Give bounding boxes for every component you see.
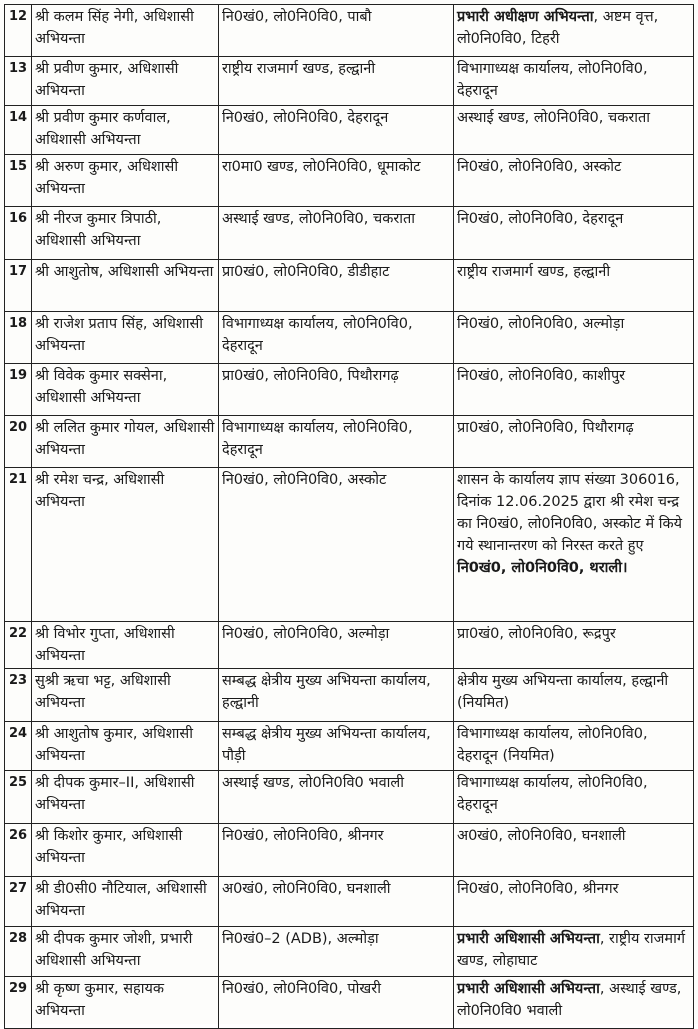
new-posting: [454, 106, 694, 155]
officer-name: श्री रमेश चन्द्र, अधिशासी अभियन्ता: [32, 468, 219, 622]
officer-name: श्री किशोर कुमार, अधिशासी अभियन्ता: [32, 824, 219, 877]
new-posting: [454, 312, 694, 364]
table-row: [5, 622, 694, 669]
serial-number: 19: [5, 364, 32, 416]
officer-name: श्री आशुतोष, अधिशासी अभियन्ता: [32, 260, 219, 312]
table-row: [5, 824, 694, 877]
officer-name: श्री ललित कुमार गोयल, अधिशासी अभियन्ता: [32, 416, 219, 468]
officer-name: श्री प्रवीण कुमार, अधिशासी अभियन्ता: [32, 57, 219, 106]
current-posting: नि0खं0, लो0नि0वि0, अस्कोट: [219, 468, 454, 622]
serial-number: 27: [5, 877, 32, 927]
posting-new-office: नि0खं0, लो0नि0वि0, थराली।: [457, 560, 628, 576]
new-posting: [454, 155, 694, 207]
posting-designation: प्रभारी अधिशासी अभियन्ता: [457, 931, 600, 947]
current-posting: विभागाध्यक्ष कार्यालय, लो0नि0वि0, देहरादून: [219, 312, 454, 364]
serial-number: 17: [5, 260, 32, 312]
officer-name: श्री दीपक कुमार जोशी, प्रभारी अधिशासी अभियन्ता: [32, 927, 219, 977]
current-posting: नि0खं0, लो0नि0वि0, श्रीनगर: [219, 824, 454, 877]
posting-text: क्षेत्रीय मुख्य अभियन्ता कार्यालय, हल्द्वानी (नियमित): [457, 673, 669, 711]
posting-designation: प्रभारी अधिशासी अभियन्ता: [457, 981, 600, 997]
current-posting: रा0मा0 खण्ड, लो0नि0वि0, धूमाकोट: [219, 155, 454, 207]
new-posting: [454, 260, 694, 312]
posting-text: विभागाध्यक्ष कार्यालय, लो0नि0वि0, देहरादून (नियमित): [457, 726, 648, 764]
serial-number: 21: [5, 468, 32, 622]
posting-text: अस्थाई खण्ड, लो0नि0वि0, चकराता: [457, 110, 651, 126]
new-posting: [454, 468, 694, 622]
serial-number: 14: [5, 106, 32, 155]
serial-number: 26: [5, 824, 32, 877]
table-row: [5, 5, 694, 57]
current-posting: राष्ट्रीय राजमार्ग खण्ड, हल्द्वानी: [219, 57, 454, 106]
posting-text: प्रा0खं0, लो0नि0वि0, रूद्रपुर: [457, 626, 616, 642]
serial-number: 18: [5, 312, 32, 364]
new-posting: [454, 416, 694, 468]
table-row: [5, 977, 694, 1029]
serial-number: 16: [5, 207, 32, 260]
officer-name: श्री डी0सी0 नौटियाल, अधिशासी अभियन्ता: [32, 877, 219, 927]
officer-name: श्री नीरज कुमार त्रिपाठी, अधिशासी अभियन्ता: [32, 207, 219, 260]
serial-number: 20: [5, 416, 32, 468]
serial-number: 25: [5, 771, 32, 824]
officer-name: श्री आशुतोष कुमार, अधिशासी अभियन्ता: [32, 722, 219, 771]
serial-number: 29: [5, 977, 32, 1029]
current-posting: नि0खं0, लो0नि0वि0, अल्मोड़ा: [219, 622, 454, 669]
current-posting: विभागाध्यक्ष कार्यालय, लो0नि0वि0, देहरादून: [219, 416, 454, 468]
new-posting: [454, 722, 694, 771]
current-posting: अस्थाई खण्ड, लो0नि0वि0, चकराता: [219, 207, 454, 260]
posting-text: नि0खं0, लो0नि0वि0, अल्मोड़ा: [457, 316, 625, 332]
current-posting: नि0खं0–2 (ADB), अल्मोड़ा: [219, 927, 454, 977]
posting-text: अ0खं0, लो0नि0वि0, घनशाली: [457, 828, 626, 844]
current-posting: अस्थाई खण्ड, लो0नि0वि0 भवाली: [219, 771, 454, 824]
officer-name: श्री कृष्ण कुमार, सहायक अभियन्ता: [32, 977, 219, 1029]
table-row: [5, 312, 694, 364]
serial-number: 13: [5, 57, 32, 106]
new-posting: [454, 364, 694, 416]
posting-text: विभागाध्यक्ष कार्यालय, लो0नि0वि0, देहरादून: [457, 775, 648, 813]
table-row: [5, 722, 694, 771]
new-posting: [454, 927, 694, 977]
table-row: [5, 927, 694, 977]
posting-text: नि0खं0, लो0नि0वि0, काशीपुर: [457, 368, 626, 384]
new-posting: [454, 57, 694, 106]
serial-number: 12: [5, 5, 32, 57]
table-row: [5, 669, 694, 722]
table-row: [5, 416, 694, 468]
posting-text: प्रा0खं0, लो0नि0वि0, पिथौरागढ़: [457, 420, 634, 436]
new-posting: [454, 207, 694, 260]
new-posting: [454, 5, 694, 57]
officer-name: श्री विवेक कुमार सक्सेना, अधिशासी अभियन्ता: [32, 364, 219, 416]
posting-text: नि0खं0, लो0नि0वि0, श्रीनगर: [457, 881, 619, 897]
current-posting: अ0खं0, लो0नि0वि0, घनशाली: [219, 877, 454, 927]
table-row: [5, 57, 694, 106]
posting-text: शासन के कार्यालय ज्ञाप संख्या 306016, दिनांक 12.06.2025 द्वारा श्री रमेश चन्द्र का नि0खं0, लो0नि0वि0, अस्कोट में किये गये स्थानान्तरण को निरस्त करते हुए: [457, 472, 683, 554]
table-row: [5, 207, 694, 260]
serial-number: 22: [5, 622, 32, 669]
posting-text: नि0खं0, लो0नि0वि0, देहरादून: [457, 211, 624, 227]
table-row: [5, 877, 694, 927]
table-row: [5, 260, 694, 312]
new-posting: [454, 669, 694, 722]
new-posting: [454, 877, 694, 927]
officer-name: श्री कलम सिंह नेगी, अधिशासी अभियन्ता: [32, 5, 219, 57]
serial-number: 15: [5, 155, 32, 207]
current-posting: नि0खं0, लो0नि0वि0, देहरादून: [219, 106, 454, 155]
table-row: [5, 106, 694, 155]
new-posting: [454, 771, 694, 824]
posting-text: नि0खं0, लो0नि0वि0, अस्कोट: [457, 159, 622, 175]
officer-name: श्री राजेश प्रताप सिंह, अधिशासी अभियन्ता: [32, 312, 219, 364]
new-posting: [454, 622, 694, 669]
posting-text: , अष्टम वृत्त, लो0नि0वि0, टिहरी: [457, 9, 659, 47]
serial-number: 24: [5, 722, 32, 771]
officer-name: श्री विभोर गुप्ता, अधिशासी अभियन्ता: [32, 622, 219, 669]
serial-number: 23: [5, 669, 32, 722]
officer-name: श्री प्रवीण कुमार कर्णवाल, अधिशासी अभियन्ता: [32, 106, 219, 155]
table-row: [5, 155, 694, 207]
new-posting: [454, 824, 694, 877]
current-posting: सम्बद्ध क्षेत्रीय मुख्य अभियन्ता कार्यालय, पौड़ी: [219, 722, 454, 771]
table-row: [5, 364, 694, 416]
current-posting: नि0खं0, लो0नि0वि0, पोखरी: [219, 977, 454, 1029]
officer-name: श्री अरुण कुमार, अधिशासी अभियन्ता: [32, 155, 219, 207]
posting-text: , राष्ट्रीय राजमार्ग खण्ड, लोहाघाट: [457, 931, 686, 969]
current-posting: प्रा0खं0, लो0नि0वि0, पिथौरागढ़: [219, 364, 454, 416]
officer-name: श्री दीपक कुमार–II, अधिशासी अभियन्ता: [32, 771, 219, 824]
serial-number: 28: [5, 927, 32, 977]
current-posting: नि0खं0, लो0नि0वि0, पाबौ: [219, 5, 454, 57]
table-row: [5, 771, 694, 824]
new-posting: [454, 977, 694, 1029]
posting-text: , अस्थाई खण्ड, लो0नि0वि0 भवाली: [457, 981, 682, 1019]
current-posting: सम्बद्ध क्षेत्रीय मुख्य अभियन्ता कार्यालय, हल्द्वानी: [219, 669, 454, 722]
posting-text: विभागाध्यक्ष कार्यालय, लो0नि0वि0, देहरादून: [457, 61, 648, 99]
transfer-table: [4, 4, 694, 1029]
current-posting: प्रा0खं0, लो0नि0वि0, डीडीहाट: [219, 260, 454, 312]
officer-name: सुश्री ऋचा भट्ट, अधिशासी अभियन्ता: [32, 669, 219, 722]
posting-designation: प्रभारी अधीक्षण अभियन्ता: [457, 9, 594, 25]
table-row: [5, 468, 694, 622]
posting-text: राष्ट्रीय राजमार्ग खण्ड, हल्द्वानी: [457, 264, 611, 280]
